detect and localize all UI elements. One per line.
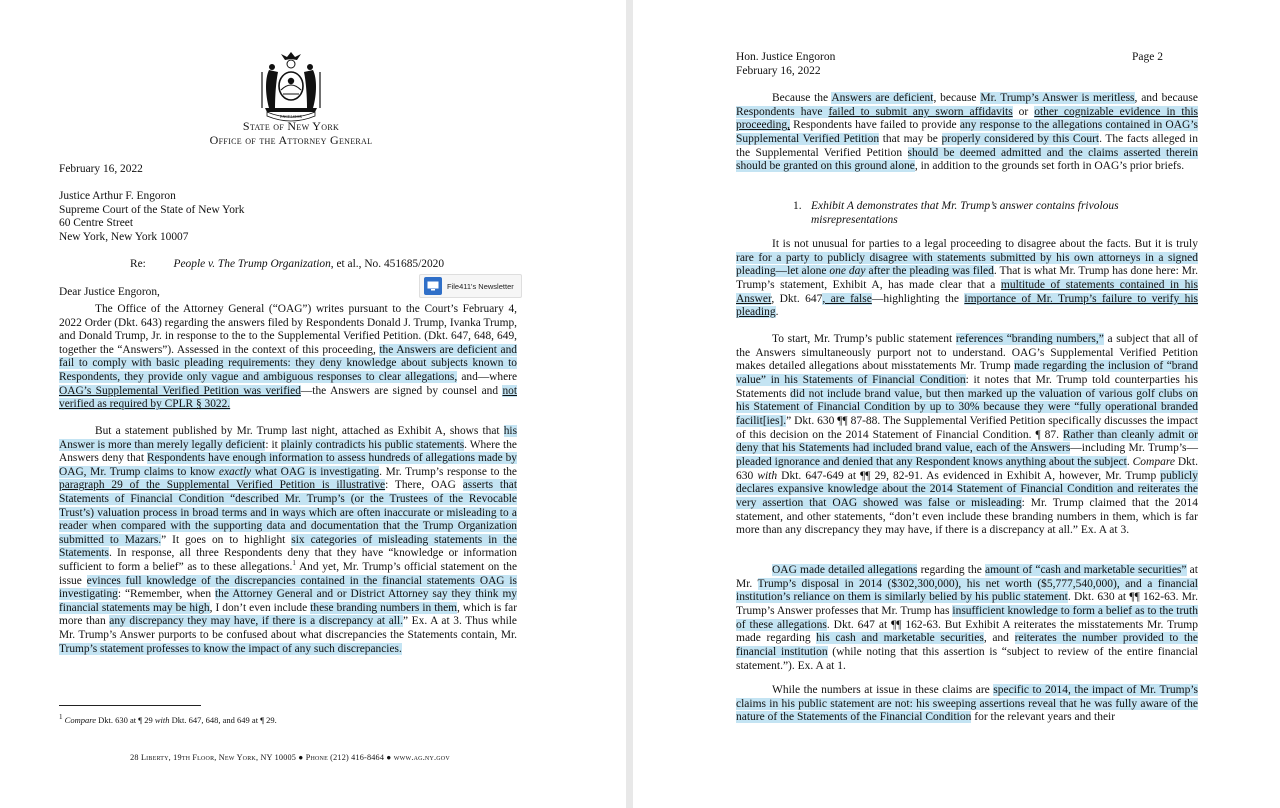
highlighted-text: evinces full knowledge of the discrepancies contained in the financial statements OAG is investigating [59,574,517,601]
highlighted-text: six categories of misleading statements in the Statements [59,533,517,560]
text-run: and—where [457,370,518,383]
body-paragraph-3 [736,92,1198,174]
text-run: , in addition to the grounds set forth in OAG’s prior briefs. [914,160,1185,173]
highlighted-text: reiterates the number provided to the financial institution [736,632,1199,658]
highlighted-text: did not include brand value, but then marked up the valuation of various golf clubs on his Statement of Financial Condition by up to 30% because they were “fully operational branded facilit[ies]. [736,387,1198,427]
text-run: . In response, all three Respondents deny that they have “knowledge or information sufficient to form a belief” as to these allegations. [59,547,517,573]
body-paragraph-5 [736,333,1198,538]
highlighted-text: made regarding the inclusion of “brand value” in his Statements of Financial Condition [736,360,1198,386]
highlighted-text: not verified as required by CPLR § 3022. [59,384,517,411]
text-run: But a statement published by Mr. Trump last night, attached as Exhibit A, shows that [95,425,504,437]
highlighted-text: failed to submit any sworn affidavits [828,105,1013,118]
highlighted-text: plainly contradicts his public statements [280,438,465,451]
office-title: Office of the Attorney General [209,133,373,147]
text-run: a subject that all of the Answers simultaneously purport not to understand. OAG’s Supplemental Verified Petition makes detailed allegations about misstatements Mr. Trump [736,333,1198,373]
text-run: . Dkt. 630 at ¶¶ 162-63. Mr. Trump’s Answer professes that Mr. Trump has [736,591,1198,617]
highlighted-text: his Answer is more than merely legally deficient [59,425,517,451]
new-york-state-seal [249,50,333,122]
re-case-number: , et al., No. 451685/2020 [330,258,445,270]
text-run: . That is what Mr. Trump has done here: Mr. Trump’s statement, Exhibit A, has made clear that a [736,265,1198,291]
highlighted-text: rare for a party to publicly disagree with statements submitted by his own attorneys in a signed pleading [736,251,1198,278]
highlighted-text: Answers are deficient [831,92,934,104]
recipient-line: New York, New York 10007 [59,230,189,243]
text-run: Dkt. 630 at ¶ 29 [96,714,155,725]
newsletter-label: File411's Newsletter [447,281,514,291]
highlighted-text: his cash and marketable securities [816,632,984,645]
body-paragraph-4 [736,238,1198,320]
highlighted-text: OAG’s Supplemental Verified Petition was verified [59,384,301,397]
text-run: Compare [1132,455,1175,468]
svg-text:EXCELSIOR: EXCELSIOR [280,114,302,119]
highlighted-text: — [775,265,788,278]
text-run: To start, Mr. Trump’s public statement [772,333,956,345]
letter-page-1 [0,0,626,808]
highlighted-text: any discrepancy they may have, if there is a discrepancy at all. [109,615,403,628]
text-run: Because the [772,92,832,104]
text-run: Compare [64,714,96,725]
text-run: regarding the [917,564,985,576]
text-run: —highlighting the [871,292,965,305]
page-header-addressee: Hon. Justice Engoron [736,51,836,63]
text-run: (while noting that this assertion is “subject to review of the entire financial statement.”). Ex. A at 1. [736,645,1199,672]
highlighted-text: Respondents have [736,105,829,118]
highlighted-text: the Answers are deficient and fail to comply with basic pleading requirements: they deny knowledge about subjects known to Respondents, they provide only vague and ambiguous responses to clear allegations, [59,343,517,383]
text-run: Dkt. 647-649 at ¶¶ 29, 82-91. As evidenced in Exhibit A, however, Mr. Trump [777,469,1161,482]
body-paragraph-1 [59,303,517,412]
highlighted-text: the Attorney General and or District Attorney say they think my financial statements may be high [59,588,517,614]
highlighted-text: importance of Mr. Trump’s failure to verify his pleading [736,292,1199,319]
text-run: for the relevant years and their [971,711,1116,724]
body-paragraph-2 [59,425,517,656]
section-heading [793,200,1193,227]
section-title: Exhibit A demonstrates that Mr. Trump’s answer contains frivolous misrepresentations [811,200,1119,226]
highlighted-text: amount of “cash and marketable securities” [984,564,1187,576]
section-number: 1. [793,200,802,212]
highlighted-text: Trump’s statement professes to know the impact of any such discrepancies. [59,642,402,655]
footnote-divider [59,705,201,706]
highlighted-text: let alone [787,265,830,278]
salutation: Dear Justice Engoron, [59,286,160,298]
page-number: Page 2 [1132,51,1163,63]
text-run: , I don’t even include [209,601,311,614]
text-run: Respondents have failed to provide [789,119,960,132]
text-run: with [154,714,170,725]
text-run: While the numbers at issue in these claims are [772,684,994,696]
highlighted-text: paragraph 29 of the Supplemental Verified Petition is illustrative [59,479,386,492]
text-run: , and [983,632,1015,645]
footnote [59,712,579,725]
recipient-line: 60 Centre Street [59,217,134,230]
text-run: ” Ex. A at 3. Thus while Mr. Trump’s Answer purports to be confused about what discrepancies the Statements contain, Mr. [59,615,517,641]
text-run: It is not unusual for parties to a legal proceeding to disagree about the facts. But it is truly [772,238,1198,250]
highlighted-text: other cognizable evidence in this proceeding, [736,105,1198,132]
re-line [130,258,444,272]
highlighted-text: Mr. Trump’s Answer is meritless [980,92,1135,104]
text-run: : There, OAG [385,479,463,492]
highlighted-text: one day [829,265,866,278]
text-run: . Mr. Trump’s response to the [379,465,517,478]
text-run: that may be [879,132,942,145]
highlighted-text: Respondents have enough information to assess hundreds of allegations made by OAG, Mr. Trump claims to know [59,452,517,478]
recipient-address [59,190,244,244]
highlighted-text: , are false [822,292,872,305]
letter-date: February 16, 2022 [59,163,143,175]
text-run: or [1012,105,1035,118]
footnote-text [65,715,277,725]
text-run: : it [265,438,281,451]
text-run: . Dkt. 647 at ¶¶ 162-63. But Exhibit A reiterates the misstatements Mr. Trump made regarding [736,618,1199,645]
letterhead-footer: 28 Liberty, 19th Floor, New York, NY 10005 ● Phone (212) 416-8464 ● www.ag.ny.gov [130,753,450,762]
footnote-reference: 1 [292,559,296,568]
text-run: . The facts alleged in the Supplemental Verified Petition [736,132,1198,159]
text-run: Dkt. 630 [736,455,1199,482]
text-run: : Mr. Trump claimed that the 2014 statement, and other statements, “don’t even include these branding numbers in them, which is far more than any discrepancy they may have, if there is a discrepancy at all.” Ex. A at 3. [736,496,1198,537]
state-title: State of New York [242,119,340,133]
text-run: : “Remember, when [117,588,215,601]
highlighted-text: Trump’s disposal in 2014 ($302,300,000), his net worth ($5,777,540,000), and a financial institution’s reliance on them is similarly belied by his public statement [736,577,1198,604]
highlighted-text: should be deemed admitted and the claims asserted therein should be granted on this ground alone [736,146,1198,173]
text-run: —including Mr. Trump’s— [1070,442,1198,455]
text-run: . Where the Answers deny that [59,438,517,465]
recipient-line: Justice Arthur F. Engoron [59,190,176,202]
highlighted-text: properly considered by this Court [941,132,1100,145]
text-run: —the Answers are signed by counsel and [300,384,503,397]
highlighted-text: asserts that Statements of Financial Condition “described Mr. Trump’s (or the Trustees of the Revocable Trust’s) valuation process in broad terms and in ways which are often inaccurate or misleading to a reader when compared with the supporting data and documentation that the Trump Organization submitted to Mazars. [59,479,518,546]
letter-page-2 [633,0,1280,808]
re-case-name: People v. The Trump Organization [173,258,331,270]
highlighted-text: specific to 2014, the impact of Mr. Trump’s claims in his public statement are not: his sweeping assertions reveal that he was fully aware of the nature of the Statements of the Financial Condition [736,684,1199,724]
text-run: : it notes that Mr. Trump told counterparties his Statements [736,373,1198,400]
highlighted-text: references “branding numbers,” [955,333,1104,345]
highlighted-text: these branding numbers in them [310,601,458,614]
text-run: with [757,469,778,482]
highlighted-text: after the pleading was filed [865,265,994,278]
text-run: . [775,306,779,319]
highlighted-text: what OAG is investigating [251,465,380,478]
recipient-line: Supreme Court of the State of New York [59,203,245,216]
text-run: The Office of the Attorney General (“OAG”) writes pursuant to the Court’s February 4, 2022 Order (Dkt. 643) regarding the answers filed by Respondents Donald J. Trump, Ivanka Trump, and Donald Trump, Jr. in response to the to the Supplemental Verified Petition. (Dkt. 647, 648, 649, together the “Answers”). Assessed in the context of this proceeding, [59,303,517,356]
text-run: Dkt. 647, 648, and 649 at ¶ 29. [169,714,277,725]
text-run: . [1126,455,1133,468]
highlighted-text: Rather than cleanly admit or deny that his Statements had included brand value, each of the Answers [736,428,1198,455]
text-run: , Dkt. 647 [771,292,823,305]
body-paragraph-7 [736,684,1198,725]
text-run: , because [933,92,981,104]
highlighted-text: pleaded ignorance and denied that any Respondent knows anything about the subject [736,455,1127,468]
body-paragraph-6 [736,564,1198,673]
text-run: at Mr. [736,564,1198,590]
text-run: ” It goes on to highlight [161,533,292,546]
highlighted-text: publicly declares expansive knowledge about the 2014 Statement of Financial Condition and reiterates the very assertion that OAG showed was false or misleading [736,469,1199,509]
newsletter-badge[interactable] [419,274,522,298]
highlighted-text: OAG made detailed allegations [772,564,918,576]
footnote-number: 1 [59,713,63,721]
newsletter-icon [424,277,442,295]
highlighted-text: multitude of statements contained in his Answer [736,278,1198,305]
re-label: Re: [130,258,146,270]
page-header-date: February 16, 2022 [736,65,821,77]
text-run: ” Dkt. 630 ¶¶ 87-88. The Supplemental Verified Petition specifically discusses the impact of this decision on the 2014 Statement of Financial Condition. ¶ 87. [736,414,1198,441]
text-run: , which is far more than [59,601,518,628]
highlighted-text: insufficient knowledge to form a belief as to the truth of these allegations [736,604,1198,631]
text-run: , and because [1134,92,1199,104]
highlighted-text: exactly [218,465,252,478]
highlighted-text: any response to the allegations contained in OAG’s Supplemental Verified Petition [736,119,1198,145]
text-run: And yet, Mr. Trump’s official statement on the issue [59,560,517,587]
